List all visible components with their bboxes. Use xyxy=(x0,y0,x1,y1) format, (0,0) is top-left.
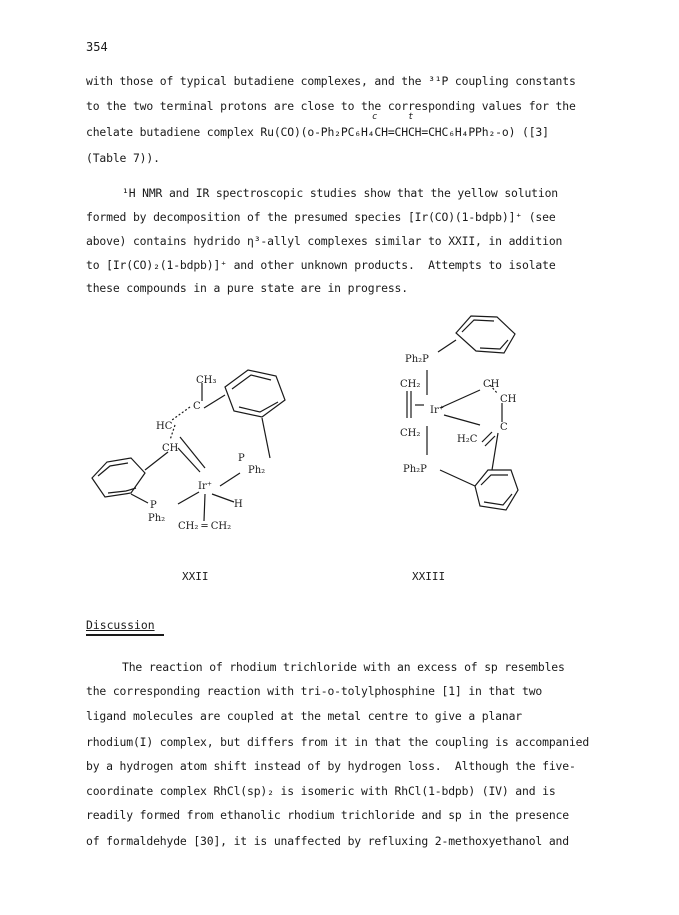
para3-line: The reaction of rhodium trichloride with an excess of sp resembles xyxy=(122,660,565,674)
xxii-ethylene-label: CH₂ ═ CH₂ xyxy=(178,521,232,532)
para1-line: (Table 7)). xyxy=(86,151,160,165)
xxii-hc-label: HC xyxy=(156,421,173,432)
xxiii-ir-label: Ir⁺ xyxy=(430,405,445,416)
para2-line: ¹H NMR and IR spectroscopic studies show that the yellow solution xyxy=(122,186,559,200)
para3-line: coordinate complex RhCl(sp)₂ is isomeric with RhCl(1-bdpb) (IV) and is xyxy=(86,784,556,798)
xxiii-ph2p-top-label: Ph₂P xyxy=(405,354,429,365)
xxiii-c-label: C xyxy=(500,422,508,433)
xxii-ph2-label: Ph₂ xyxy=(148,513,166,524)
para3-line: ligand molecules are coupled at the metal centre to give a planar xyxy=(86,709,523,723)
para3-line: rhodium(I) complex, but differs from it in that the coupling is accompanied xyxy=(86,735,590,749)
para3-line: by a hydrogen atom shift instead of by hydrogen loss. Although the five- xyxy=(86,759,576,773)
xxii-p-label: P xyxy=(238,453,245,464)
compound-label-xxiii: XXIII xyxy=(412,570,446,583)
para2-line: formed by decomposition of the presumed species [Ir(CO)(1-bdpb)]⁺ (see xyxy=(86,210,556,224)
xxii-phenyl-ring-upper xyxy=(225,370,285,417)
trans-marker: t xyxy=(408,112,414,122)
xxiii-phenyl-ring-upper xyxy=(456,316,515,353)
xxii-pph2-label: Ph₂ xyxy=(248,465,266,476)
heading-underline xyxy=(86,634,164,636)
xxiii-ch2-bottom-label: CH₂ xyxy=(400,428,421,439)
compound-label-xxii: XXII xyxy=(182,570,209,583)
xxii-ir-label: Ir⁺ xyxy=(198,481,213,492)
cis-marker: c xyxy=(372,112,378,122)
para1-line: with those of typical butadiene complexes, and the ³¹P coupling constants xyxy=(86,74,576,88)
section-heading: Discussion xyxy=(86,618,155,632)
para3-line: readily formed from ethanolic rhodium trichloride and sp in the presence xyxy=(86,808,569,822)
para1-line: chelate butadiene complex Ru(CO)(o-Ph₂PC₆H₄CH=CHCH=CHC₆H₄PPh₂-o) ([3] xyxy=(86,125,549,139)
para2-line: to [Ir(CO)₂(1-bdpb)]⁺ and other unknown products. Attempts to isolate xyxy=(86,258,556,272)
xxii-c-label: C xyxy=(193,401,201,412)
para3-line: of formaldehyde [30], it is unaffected by refluxing 2-methoxyethanol and xyxy=(86,834,569,848)
para2-line: these compounds in a pure state are in progress. xyxy=(86,281,408,295)
xxii-ch-label: CH xyxy=(162,443,179,454)
xxii-h-label: H xyxy=(234,499,243,510)
structure-xxii xyxy=(92,370,285,532)
xxiii-ph2p-bottom-label: Ph₂P xyxy=(403,464,427,475)
xxii-ch3-label: CH₃ xyxy=(196,375,217,386)
xxiii-ch-label: CH xyxy=(483,379,500,390)
xxii-phenyl-ring-lower xyxy=(92,458,145,497)
para2-line: above) contains hydrido η³-allyl complexes similar to XXII, in addition xyxy=(86,234,563,248)
page-number: 354 xyxy=(86,40,108,54)
structure-xxiii xyxy=(400,316,518,510)
xxii-p-lower-label: P xyxy=(150,500,157,511)
para1-line: to the two terminal protons are close to the corresponding values for the xyxy=(86,99,576,113)
xxiii-h2c-label: H₂C xyxy=(457,434,478,445)
xxiii-ch2-top-label: CH₂ xyxy=(400,379,421,390)
para3-line: the corresponding reaction with tri-o-tolylphosphine [1] in that two xyxy=(86,684,543,698)
xxiii-ch-right-label: CH xyxy=(500,394,517,405)
